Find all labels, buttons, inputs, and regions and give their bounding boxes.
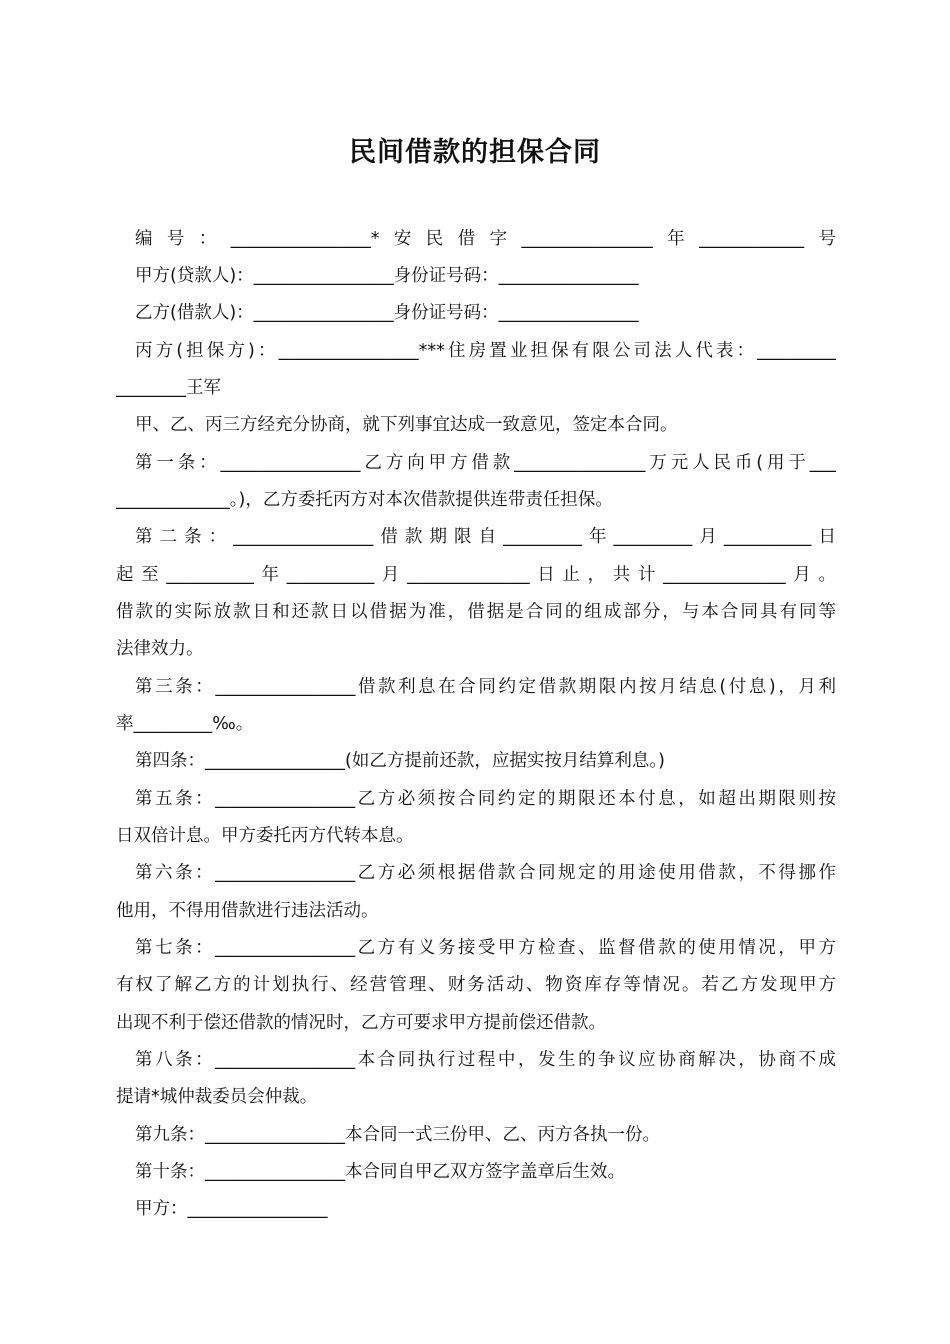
article-5-line-cont: 日双倍计息。甲方委托丙方代转本息。 bbox=[116, 826, 414, 846]
article-6-line: 第六条：________________乙方必须根据借款合同规定的用途使用借款，不得挪作 bbox=[135, 863, 836, 883]
article-2-line-cont-3: 法律效力。 bbox=[116, 639, 204, 659]
article-4-line: 第四条：________________(如乙方提前还款，应据实按月结算利息。) bbox=[135, 751, 665, 771]
article-10-line: 第十条：________________本合同自甲乙双方签字盖章后生效。 bbox=[135, 1162, 625, 1182]
article-9-line: 第九条：________________本合同一式三份甲、乙、丙方各执一份。 bbox=[135, 1125, 660, 1145]
document-title: 民间借款的担保合同 bbox=[349, 137, 601, 168]
article-3-line: 第三条：________________借款利息在合同约定借款期限内按月结息(付息)，月利 bbox=[135, 677, 836, 697]
article-2-line: 第二条：________________借款期限自_________年_________月__________日 bbox=[135, 527, 836, 547]
party-c-line-cont: ________王军 bbox=[116, 378, 221, 398]
article-6-line-cont: 他用，不得用借款进行违法活动。 bbox=[116, 901, 379, 921]
article-2-line-cont-1: 起至__________年__________月______________日止，共计______________月。 bbox=[116, 565, 836, 585]
article-7-line-cont-2: 出现不利于偿还借款的情况时，乙方可要求甲方提前偿还借款。 bbox=[116, 1013, 606, 1033]
party-c-line: 丙方(担保方)：________________***住房置业担保有限公司法人代表：_________ bbox=[135, 341, 836, 361]
article-5-line: 第五条：________________乙方必须按合同约定的期限还本付息，如超出期限则按 bbox=[135, 789, 836, 809]
party-b-line: 乙方(借款人)：________________身份证号码：________________ bbox=[135, 303, 639, 323]
article-1-line-cont: _____________。)，乙方委托丙方对本次借款提供连带责任担保。 bbox=[116, 490, 613, 510]
article-8-line-cont: 提请*城仲裁委员会仲裁。 bbox=[116, 1087, 318, 1107]
preamble-line: 甲、乙、丙三方经充分协商，就下列事宜达成一致意见，签定本合同。 bbox=[135, 415, 678, 435]
article-7-line-cont-1: 有权了解乙方的计划执行、经营管理、财务活动、物资库存等情况。若乙方发现甲方 bbox=[116, 975, 836, 995]
article-3-line-cont: 率_________‰。 bbox=[116, 714, 254, 734]
party-a-line: 甲方(贷款人)：________________身份证号码：________________ bbox=[135, 266, 639, 286]
article-7-line: 第七条：________________乙方有义务接受甲方检查、监督借款的使用情况，甲方 bbox=[135, 938, 836, 958]
party-a-signature-line: 甲方：________________ bbox=[135, 1199, 328, 1219]
article-8-line: 第八条：________________本合同执行过程中，发生的争议应协商解决，协商不成 bbox=[135, 1050, 836, 1070]
article-2-line-cont-2: 借款的实际放款日和还款日以借据为准，借据是合同的组成部分，与本合同具有同等 bbox=[116, 602, 836, 622]
article-1-line: 第一条：________________乙方向甲方借款_______________万元人民币(用于___ bbox=[135, 453, 836, 473]
contract-number-line: 编号：________________*安民借字_______________年____________号 bbox=[135, 229, 836, 249]
